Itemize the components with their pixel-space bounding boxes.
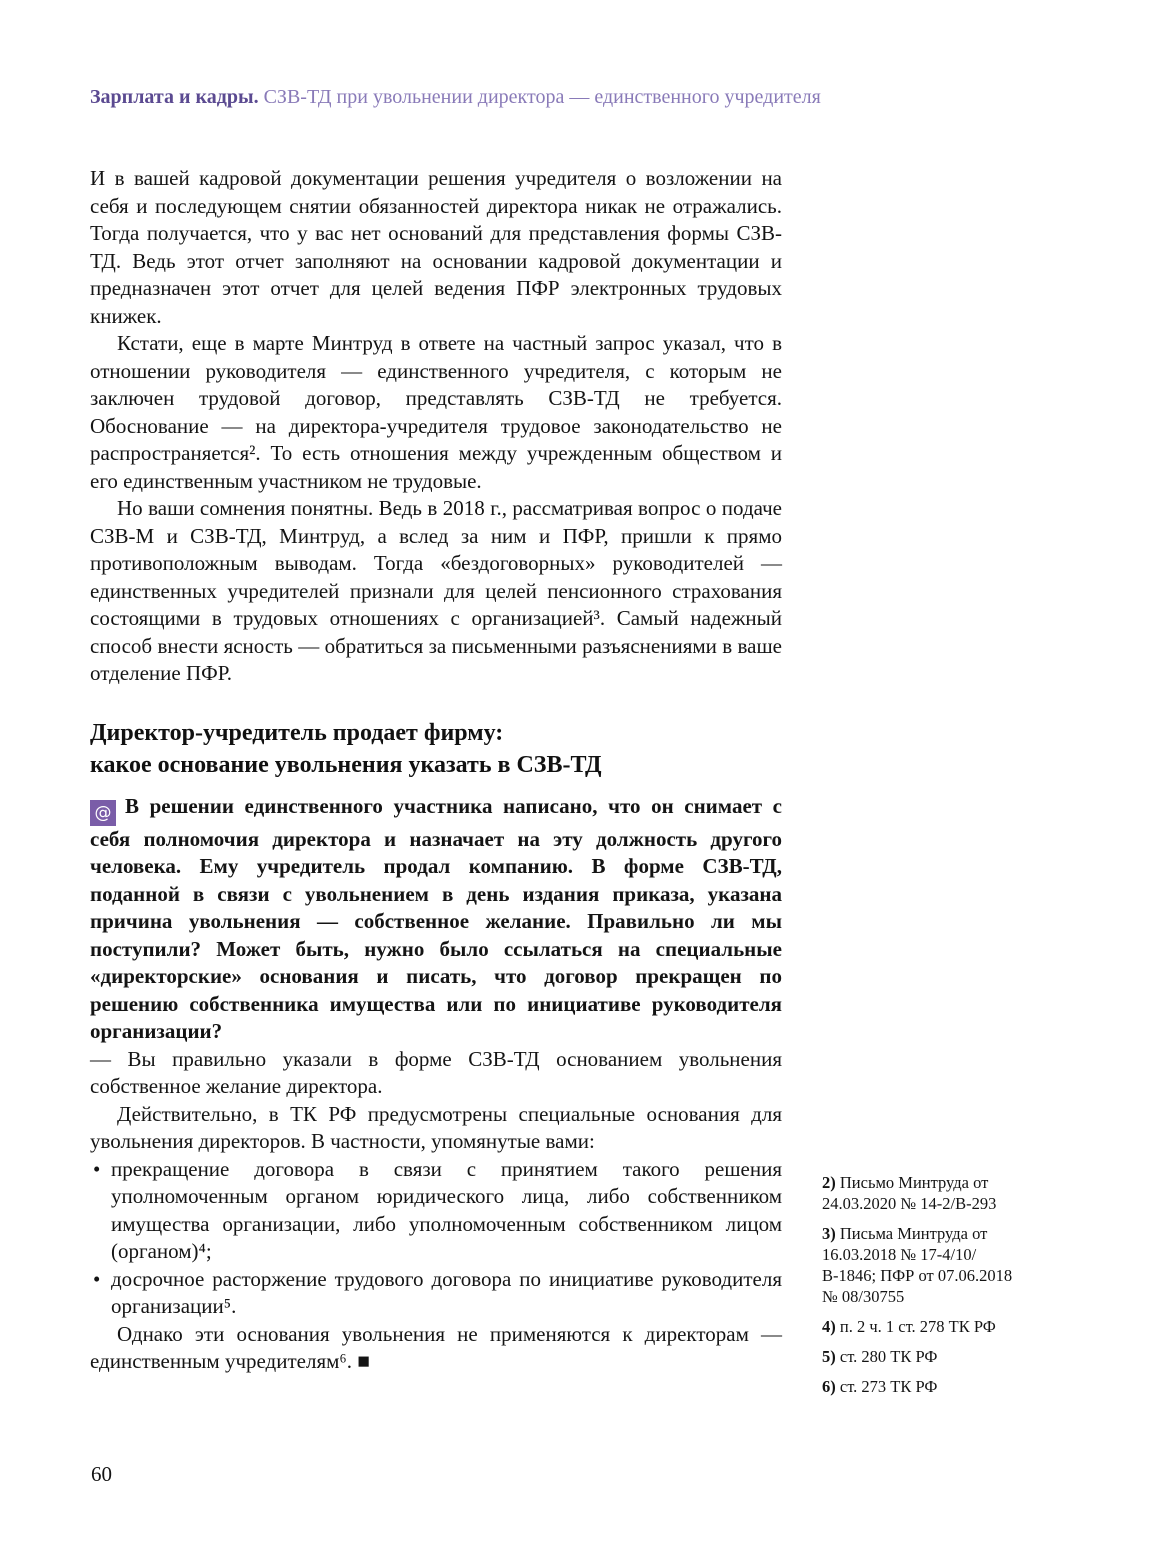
footnote bbox=[822, 1316, 1018, 1337]
email-at-icon: @ bbox=[90, 800, 116, 826]
footnote-text: п. 2 ч. 1 ст. 278 ТК РФ bbox=[839, 1317, 996, 1336]
footnote bbox=[822, 1346, 1018, 1367]
question-paragraph bbox=[90, 793, 782, 1046]
section-heading bbox=[90, 717, 782, 781]
footnote-number: 2) bbox=[822, 1173, 836, 1192]
footnote bbox=[822, 1376, 1018, 1397]
section-heading-line-1: Директор-учредитель продает фирму: bbox=[90, 719, 504, 746]
answer-lead: — Вы правильно указали в форме СЗВ-ТД основанием увольнения собственное желание директора. bbox=[90, 1046, 782, 1098]
intro-paragraph-2: Кстати, еще в марте Минтруд в ответе на частный запрос указал, что в отношении руководителя — единственного учредителя, с которым не заключен трудовой договор, представлять СЗВ-ТД не требуется. Обоснование — на директора-учредителя трудовое законодательство не распространяется². То есть отношения между учрежденным обществом и его единственным участником не трудовые. bbox=[90, 331, 782, 493]
footnote-text: Письмо Минтруда от 24.03.2020 № 14-2/В-293 bbox=[822, 1173, 997, 1213]
section-label: Зарплата и кадры. bbox=[90, 86, 259, 108]
footnote bbox=[822, 1223, 1018, 1307]
list-item-text: досрочное расторжение трудового договора по инициативе руководителя организации⁵. bbox=[111, 1266, 782, 1318]
article-title: СЗВ-ТД при увольнении директора — единственного учредителя bbox=[263, 86, 821, 108]
page-number: 60 bbox=[91, 1462, 112, 1486]
intro-paragraph-3: Но ваши сомнения понятны. Ведь в 2018 г., рассматривая вопрос о подаче СЗВ-М и СЗВ-ТД, Минтруд, а вслед за ним и ПФР, пришли к прямо противоположным выводам. Тогда «бездоговорных» руководителей — единственных учредителей признали для целей пенсионного страхования состоящими в трудовых отношениях с организацией³. Самый надежный способ внести ясность — обратиться за письменными разъяснениями в ваше отделение ПФР. bbox=[90, 496, 782, 685]
footnote-text: Письма Минтруда от 16.03.2018 № 17-4/10/В-1846; ПФР от 07.06.2018 № 08/30755 bbox=[822, 1224, 1013, 1306]
list-item bbox=[90, 1266, 782, 1321]
list-item bbox=[90, 1156, 782, 1266]
running-head bbox=[90, 84, 821, 110]
dismissal-grounds-list bbox=[90, 1156, 782, 1321]
intro-paragraph-1: И в вашей кадровой документации решения учредителя о возложении на себя и последующем снятии обязанностей директора никак не отражались. Тогда получается, что у вас нет оснований для представления формы СЗВ-ТД. Ведь этот отчет заполняют на основании кадровой документации и предназначен этот отчет для целей ведения ПФР электронных трудовых книжек. bbox=[90, 166, 782, 328]
closing-paragraph: Однако эти основания увольнения не применяются к директорам — единственным учредителям⁶. ■ bbox=[90, 1321, 782, 1373]
main-column bbox=[90, 84, 821, 1376]
sidebar-footnotes bbox=[822, 1172, 1018, 1406]
bullet-marker: • bbox=[93, 1266, 101, 1291]
footnote-text: ст. 280 ТК РФ bbox=[839, 1347, 938, 1366]
footnote-number: 6) bbox=[822, 1377, 836, 1396]
footnote bbox=[822, 1172, 1018, 1214]
footnote-number: 4) bbox=[822, 1317, 836, 1336]
footnote-text: ст. 273 ТК РФ bbox=[839, 1377, 938, 1396]
section-heading-line-2: какое основание увольнения указать в СЗВ-ТД bbox=[90, 751, 602, 778]
footnote-number: 3) bbox=[822, 1224, 836, 1243]
bullet-marker: • bbox=[93, 1156, 101, 1181]
question-text: В решении единственного участника написано, что он снимает с себя полномочия директора и назначает на эту должность другого человека. Ему учредитель продал компанию. В форме СЗВ-ТД, поданной в связи с увольнением в день издания приказа, указана причина увольнения — собственное желание. Правильно ли мы поступили? Может быть, нужно было ссылаться на специальные «директорские» основания и писать, что договор прекращен по решению собственника имущества или по инициативе руководителя организации? bbox=[90, 793, 782, 1043]
answer-paragraph: Действительно, в ТК РФ предусмотрены специальные основания для увольнения директоров. В частности, упомянутые вами: bbox=[90, 1101, 782, 1153]
footnote-number: 5) bbox=[822, 1347, 836, 1366]
list-item-text: прекращение договора в связи с принятием такого решения уполномоченным органом юридического лица, либо собственником имущества организации, либо уполномоченным собственником лицом (органом)⁴; bbox=[111, 1156, 782, 1263]
